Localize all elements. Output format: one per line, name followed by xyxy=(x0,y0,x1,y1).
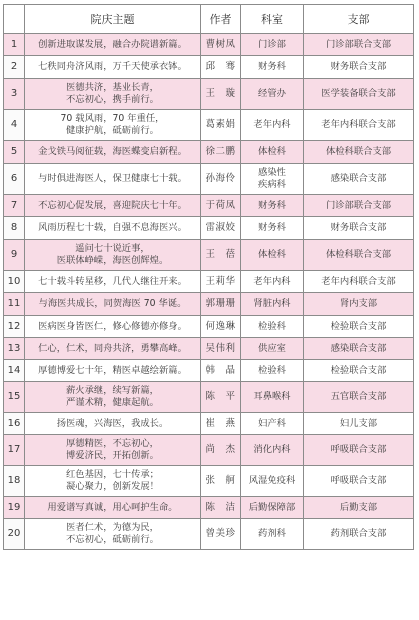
table-row xyxy=(4,316,414,338)
row-department xyxy=(241,164,304,195)
department-line: 风湿免疫科 xyxy=(248,475,296,486)
row-theme xyxy=(25,413,201,435)
table-row xyxy=(4,413,414,435)
theme-line: 七秩同舟济风雨，万千天使承衣钵。 xyxy=(38,61,187,72)
row-number: 20 xyxy=(4,519,25,550)
row-department xyxy=(241,497,304,519)
row-number: 9 xyxy=(4,240,25,271)
row-branch: 检验联合支部 xyxy=(304,316,414,338)
row-branch: 体检科联合支部 xyxy=(304,141,414,164)
theme-line: 用爱谱写真诚，用心呵护生命。 xyxy=(47,501,178,513)
row-theme xyxy=(25,195,201,217)
department-line: 感染性 xyxy=(258,167,286,178)
row-branch: 药剂联合支部 xyxy=(304,519,414,550)
row-branch: 老年内科联合支部 xyxy=(304,110,414,141)
row-department xyxy=(241,435,304,466)
row-department xyxy=(241,79,304,110)
row-branch: 财务联合支部 xyxy=(304,217,414,240)
row-author: 孙海伶 xyxy=(201,164,241,195)
row-number: 5 xyxy=(4,141,25,164)
row-theme xyxy=(25,338,201,360)
header-author: 作者 xyxy=(201,5,241,34)
theme-line: 医者仁术，为德为民， xyxy=(66,522,159,533)
row-department xyxy=(241,141,304,164)
table-row xyxy=(4,338,414,360)
row-author: 郭珊珊 xyxy=(201,293,241,316)
row-number: 11 xyxy=(4,293,25,316)
row-theme xyxy=(25,34,201,56)
department-line: 体检科 xyxy=(258,146,286,157)
row-department xyxy=(241,240,304,271)
theme-line: 创新进取谋发展，融合办院谱新篇。 xyxy=(38,38,187,50)
row-branch: 呼吸联合支部 xyxy=(304,466,414,497)
row-number: 19 xyxy=(4,497,25,519)
department-line: 疾病科 xyxy=(258,179,286,190)
department-line: 供应室 xyxy=(258,342,286,354)
theme-line: 凝心聚力，创新发展！ xyxy=(66,481,159,492)
row-theme xyxy=(25,360,201,382)
department-line: 经管办 xyxy=(258,88,286,99)
table-row xyxy=(4,293,414,316)
table-row xyxy=(4,360,414,382)
theme-line: 70 载风雨，70 年重任， xyxy=(60,113,165,124)
theme-line: 与海医共成长，同贺海医 70 华诞。 xyxy=(38,298,187,309)
row-number: 1 xyxy=(4,34,25,56)
row-author: 何逸琳 xyxy=(201,316,241,338)
department-line: 检验科 xyxy=(258,320,286,332)
table-row xyxy=(4,110,414,141)
row-branch: 医学装备联合支部 xyxy=(304,79,414,110)
row-theme xyxy=(25,79,201,110)
table-row xyxy=(4,271,414,293)
department-line: 妇产科 xyxy=(258,417,286,429)
theme-line: 医德共济，基业长青， xyxy=(66,82,159,93)
row-department xyxy=(241,271,304,293)
row-department xyxy=(241,293,304,316)
row-author: 雷淑姣 xyxy=(201,217,241,240)
row-theme xyxy=(25,240,201,271)
row-theme xyxy=(25,382,201,413)
table-row xyxy=(4,466,414,497)
row-number: 10 xyxy=(4,271,25,293)
row-department xyxy=(241,519,304,550)
row-author: 葛素娟 xyxy=(201,110,241,141)
theme-line: 博爱济民，开拓创新。 xyxy=(66,450,159,461)
row-theme xyxy=(25,316,201,338)
row-author: 张 舸 xyxy=(201,466,241,497)
row-number: 2 xyxy=(4,56,25,79)
row-branch: 老年内科联合支部 xyxy=(304,271,414,293)
row-theme xyxy=(25,497,201,519)
table-container xyxy=(3,4,414,550)
header-theme: 院庆主题 xyxy=(25,5,201,34)
department-line: 老年内科 xyxy=(253,119,291,130)
row-number: 15 xyxy=(4,382,25,413)
department-line: 财务科 xyxy=(258,61,286,72)
department-line: 检验科 xyxy=(258,364,286,376)
theme-line: 遥问七十说近事， xyxy=(75,243,150,254)
row-author: 尚 杰 xyxy=(201,435,241,466)
row-department xyxy=(241,382,304,413)
row-branch: 呼吸联合支部 xyxy=(304,435,414,466)
table-row xyxy=(4,382,414,413)
table-row xyxy=(4,79,414,110)
row-theme xyxy=(25,435,201,466)
theme-line: 风雨历程七十载，自强不息海医兴。 xyxy=(38,222,187,233)
row-author: 陈 平 xyxy=(201,382,241,413)
row-author: 陈 洁 xyxy=(201,497,241,519)
row-branch: 肾内支部 xyxy=(304,293,414,316)
department-line: 药剂科 xyxy=(258,528,286,539)
row-author: 崔 燕 xyxy=(201,413,241,435)
table-row xyxy=(4,56,414,79)
department-line: 门诊部 xyxy=(258,38,286,50)
row-author: 吴伟利 xyxy=(201,338,241,360)
row-number: 17 xyxy=(4,435,25,466)
theme-line: 严谨术精，健康起航。 xyxy=(66,397,159,408)
theme-line: 金戈铁马阅征载，海医蝶变启新程。 xyxy=(38,146,187,157)
row-department xyxy=(241,110,304,141)
row-branch: 五官联合支部 xyxy=(304,382,414,413)
row-number: 16 xyxy=(4,413,25,435)
department-line: 肾脏内科 xyxy=(253,298,291,309)
row-department xyxy=(241,413,304,435)
row-branch: 检验联合支部 xyxy=(304,360,414,382)
table-row xyxy=(4,497,414,519)
department-line: 财务科 xyxy=(258,222,286,233)
row-theme xyxy=(25,164,201,195)
row-number: 18 xyxy=(4,466,25,497)
theme-line: 扬医魂，兴海医，我成长。 xyxy=(56,417,169,429)
row-department xyxy=(241,316,304,338)
theme-line: 不忘初心，砥砺前行。 xyxy=(66,534,159,545)
theme-line: 医病医身皆医仁，修心修德亦修身。 xyxy=(38,320,187,332)
theme-line: 不忘初心促发展，喜迎院庆七十年。 xyxy=(38,199,187,211)
header-number xyxy=(4,5,25,34)
row-branch: 财务联合支部 xyxy=(304,56,414,79)
table-row xyxy=(4,217,414,240)
table-row xyxy=(4,34,414,56)
theme-line: 医联体峥嵘，海医创辉煌。 xyxy=(56,255,169,266)
row-department xyxy=(241,34,304,56)
table-row xyxy=(4,195,414,217)
theme-line: 薪火承继，续写新篇， xyxy=(66,385,159,396)
row-department xyxy=(241,217,304,240)
row-number: 4 xyxy=(4,110,25,141)
row-department xyxy=(241,466,304,497)
header-branch: 支部 xyxy=(304,5,414,34)
row-department xyxy=(241,56,304,79)
row-department xyxy=(241,338,304,360)
theme-line: 与时俱进海医人，保卫健康七十载。 xyxy=(38,173,187,184)
row-theme xyxy=(25,56,201,79)
theme-line: 厚德博爱七十年，精医卓越绘新篇。 xyxy=(38,364,187,376)
row-author: 于荷凤 xyxy=(201,195,241,217)
table-row xyxy=(4,240,414,271)
department-line: 耳鼻喉科 xyxy=(253,391,291,402)
row-author: 韩 晶 xyxy=(201,360,241,382)
row-branch: 体检科联合支部 xyxy=(304,240,414,271)
row-branch: 感染联合支部 xyxy=(304,338,414,360)
row-author: 曹树凤 xyxy=(201,34,241,56)
row-department xyxy=(241,360,304,382)
row-branch: 门诊部联合支部 xyxy=(304,34,414,56)
row-number: 13 xyxy=(4,338,25,360)
row-author: 邱 骞 xyxy=(201,56,241,79)
header-department: 科室 xyxy=(241,5,304,34)
row-theme xyxy=(25,293,201,316)
row-author: 王 璇 xyxy=(201,79,241,110)
theme-line: 仁心，仁术，同舟共济，勇攀高峰。 xyxy=(38,342,187,354)
row-department xyxy=(241,195,304,217)
table-row xyxy=(4,435,414,466)
theme-line: 厚德精医，不忘初心， xyxy=(66,438,159,449)
row-author: 曾美珍 xyxy=(201,519,241,550)
row-author: 徐二鹏 xyxy=(201,141,241,164)
table-row xyxy=(4,141,414,164)
row-number: 6 xyxy=(4,164,25,195)
anniversary-theme-table xyxy=(3,4,414,550)
department-line: 消化内科 xyxy=(253,444,291,455)
theme-line: 不忘初心，携手前行。 xyxy=(66,94,159,105)
row-number: 12 xyxy=(4,316,25,338)
row-number: 14 xyxy=(4,360,25,382)
table-body xyxy=(4,34,414,550)
department-line: 体检科 xyxy=(258,249,286,260)
row-branch: 门诊部联合支部 xyxy=(304,195,414,217)
row-theme xyxy=(25,141,201,164)
row-branch: 感染联合支部 xyxy=(304,164,414,195)
row-theme xyxy=(25,519,201,550)
row-number: 7 xyxy=(4,195,25,217)
department-line: 后勤保障部 xyxy=(248,501,296,513)
theme-line: 七十载斗转星移，几代人继往开来。 xyxy=(38,275,187,287)
row-branch: 后勤支部 xyxy=(304,497,414,519)
row-theme xyxy=(25,217,201,240)
theme-line: 健康护航，砥砺前行。 xyxy=(66,125,159,136)
table-row xyxy=(4,519,414,550)
department-line: 老年内科 xyxy=(253,275,291,287)
row-number: 3 xyxy=(4,79,25,110)
table-row xyxy=(4,164,414,195)
row-theme xyxy=(25,110,201,141)
department-line: 财务科 xyxy=(258,199,286,211)
row-branch: 妇儿支部 xyxy=(304,413,414,435)
theme-line: 红色基因，七十传承； xyxy=(66,469,159,480)
row-author: 王 蓓 xyxy=(201,240,241,271)
row-theme xyxy=(25,271,201,293)
table-header-row xyxy=(4,5,414,34)
row-author: 王莉华 xyxy=(201,271,241,293)
row-number: 8 xyxy=(4,217,25,240)
row-theme xyxy=(25,466,201,497)
